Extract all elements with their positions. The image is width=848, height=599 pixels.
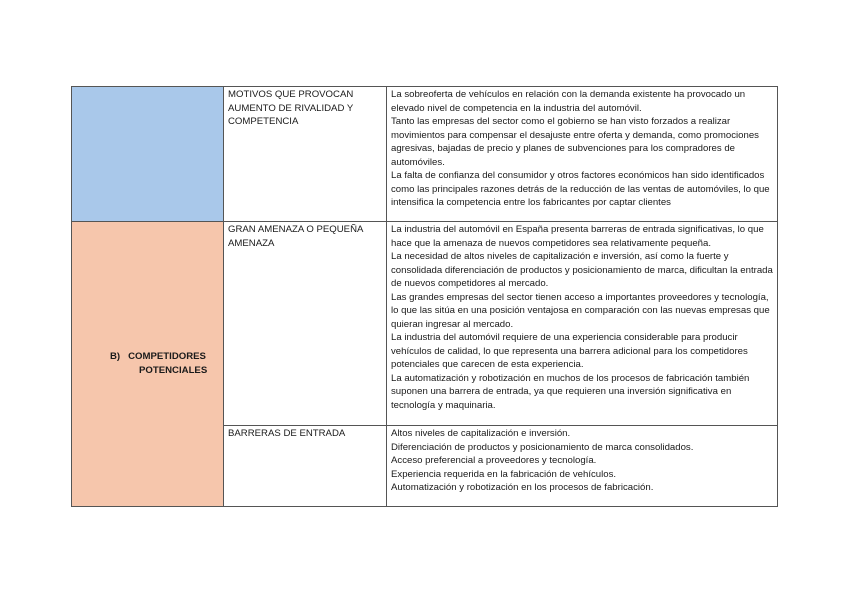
motive-cell xyxy=(224,426,387,507)
motive-cell xyxy=(224,222,387,426)
description-line: Experiencia requerida en la fabricación de vehículos. xyxy=(391,468,617,480)
category-cell-rivalry xyxy=(72,87,224,222)
table-row xyxy=(72,87,778,222)
description-line: Tanto las empresas del sector como el gobierno se han visto forzados a realizar movimientos para compensar el desajuste entre oferta y demanda, como promociones agresivas, bajadas de precio y planes de subvenciones para los compradores de automóviles. xyxy=(391,116,759,168)
description-cell xyxy=(387,426,778,507)
category-cell-competitors xyxy=(72,222,224,507)
description-line: Acceso preferencial a proveedores y tecnología. xyxy=(391,455,597,466)
motive-label: MOTIVOS QUE PROVOCAN AUMENTO DE RIVALIDAD Y COMPETENCIA xyxy=(228,89,354,127)
motive-label: GRAN AMENAZA O PEQUEÑA AMENAZA xyxy=(228,224,363,249)
category-line1: COMPETIDORES xyxy=(128,351,206,362)
description-line: La necesidad de altos niveles de capitalización e inversión, así como la fuerte y consolidada diferenciación de productos y posicionamiento de marca, dificultan la entrada de nuevos competidores al mercado. xyxy=(391,251,773,289)
category-prefix: B) xyxy=(110,351,121,362)
description-line: La industria del automóvil requiere de una experiencia considerable para producir vehículos de calidad, lo que representa una barrera adicional para los competidores potenciales que carecen de esta experiencia. xyxy=(391,332,748,370)
description-line: La industria del automóvil en España presenta barreras de entrada significativas, lo que hace que la amenaza de nuevos competidores sea relativamente pequeña. xyxy=(391,224,764,249)
motive-label: BARRERAS DE ENTRADA xyxy=(228,428,346,439)
description-line: Automatización y robotización en los procesos de fabricación. xyxy=(391,482,654,493)
description-cell xyxy=(387,222,778,426)
description-line: La sobreoferta de vehículos en relación con la demanda existente ha provocado un elevado nivel de competencia en la industria del automóvil. xyxy=(391,89,746,114)
motive-cell xyxy=(224,87,387,222)
description-line: Las grandes empresas del sector tienen acceso a importantes proveedores y tecnología, lo que las sitúa en una posición ventajosa en comparación con las nuevas empresas que quieran ingresar al mercado. xyxy=(391,291,770,330)
category-line2: POTENCIALES xyxy=(139,365,208,376)
category-label xyxy=(72,350,223,378)
analysis-table xyxy=(71,86,778,507)
description-cell xyxy=(387,87,778,222)
description-line: Diferenciación de productos y posicionamiento de marca consolidados. xyxy=(391,441,694,453)
description-line: Altos niveles de capitalización e inversión. xyxy=(391,428,571,439)
description-line: La automatización y robotización en muchos de los procesos de fabricación también suponen una barrera de entrada, ya que requieren una inversión significativa en tecnología y maquinaria. xyxy=(391,372,750,411)
description-line: La falta de confianza del consumidor y otros factores económicos han sido identificados como las principales razones detrás de la reducción de las ventas de automóviles, lo que intensifica la competencia entre los fabricantes por captar clientes xyxy=(391,170,770,208)
table-row xyxy=(72,222,778,426)
